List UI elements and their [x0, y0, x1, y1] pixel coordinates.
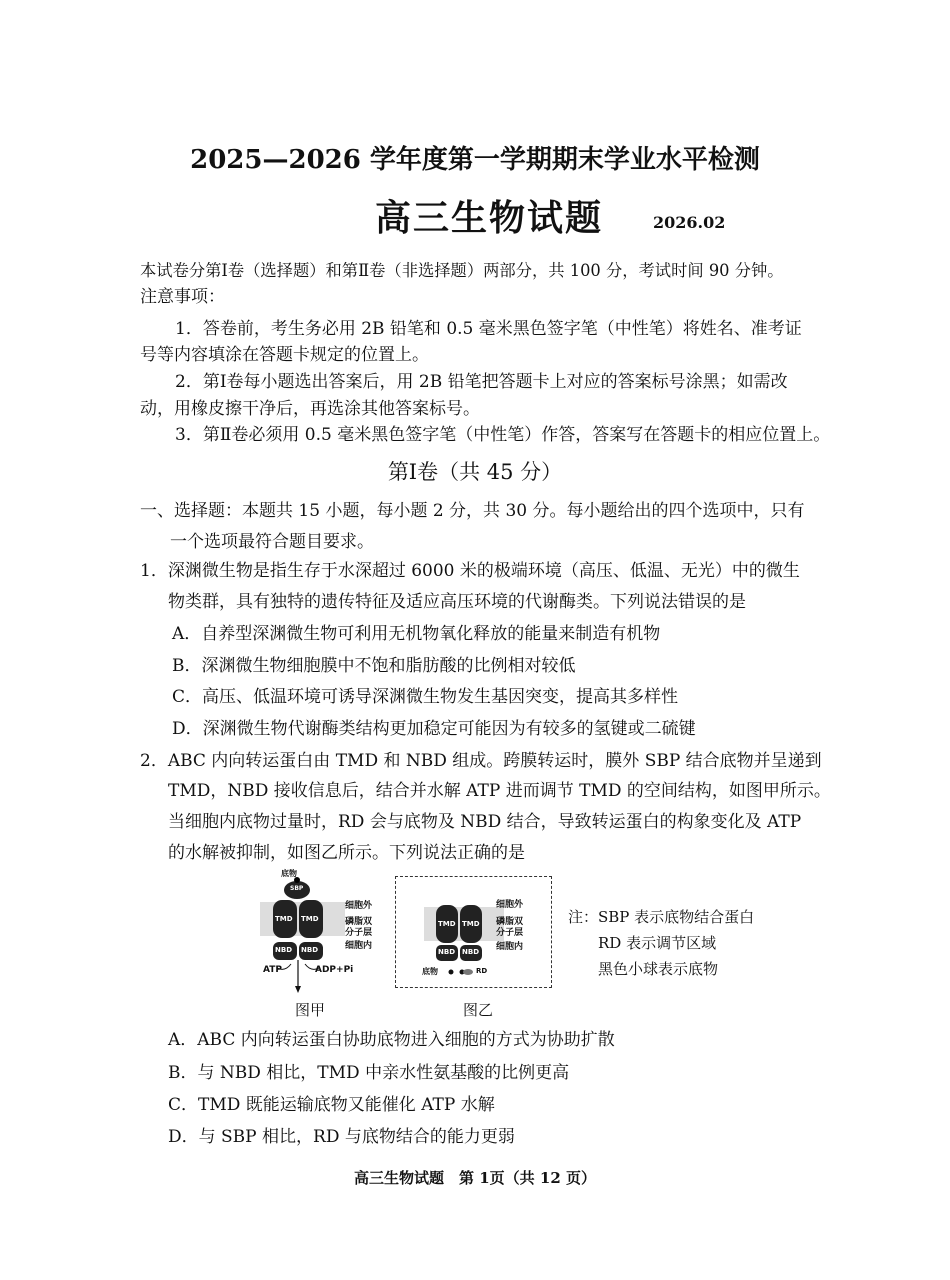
- jia-tmd-right-label: TMD: [301, 915, 319, 923]
- exam-date: 2026.02: [653, 213, 726, 232]
- notice-item-2-cont: 动，用橡皮擦干净后，再选涂其他答案标号。: [140, 399, 480, 419]
- jia-outside-label: 细胞外: [345, 901, 373, 911]
- question-1-stem: 1．深渊微生物是指生存于水深超过 6000 米的极端环境（高压、低温、无光）中的微生: [140, 561, 800, 581]
- question-1-option-c: C．高压、低温环境可诱导深渊微生物发生基因突变，提高其多样性: [172, 687, 679, 707]
- section-instructions-cont: 一个选项最符合题目要求。: [170, 532, 374, 552]
- page-footer: 高三生物试题 第 1页（共 12 页）: [354, 1169, 596, 1187]
- notice-title: 注意事项：: [140, 287, 225, 307]
- notice-item-1-cont: 号等内容填涂在答题卡规定的位置上。: [140, 345, 429, 365]
- yi-tmd-right-label: TMD: [462, 920, 480, 928]
- jia-inside-label: 细胞内: [345, 941, 373, 951]
- substrate-ball: [449, 970, 454, 975]
- exam-title: 2025—2026 学年度第一学期期末学业水平检测: [190, 145, 760, 175]
- question-2-stem-cont-3: 的水解被抑制，如图乙所示。下列说法正确的是: [168, 843, 525, 863]
- question-2-stem-cont-1: TMD，NBD 接收信息后，结合并水解 ATP 进而调节 TMD 的空间结构，如图甲所示。: [168, 781, 831, 801]
- question-2-option-a: A．ABC 内向转运蛋白协助底物进入细胞的方式为协助扩散: [168, 1030, 615, 1050]
- jia-adp-label: ADP+Pi: [315, 965, 354, 975]
- jia-substrate-label: 底物: [281, 869, 297, 878]
- question-2-stem-cont-2: 当细胞内底物过量时，RD 会与底物及 NBD 结合，导致转运蛋白的构象变化及 ATP: [168, 812, 802, 832]
- question-2-stem: 2．ABC 内向转运蛋白由 TMD 和 NBD 组成。跨膜转运时，膜外 SBP 结合底物并呈递到: [140, 751, 822, 771]
- yi-inside-label: 细胞内: [496, 942, 524, 952]
- question-1-option-b: B．深渊微生物细胞膜中不饱和脂肪酸的比例相对较低: [172, 656, 576, 676]
- figure-yi-diagram: [396, 877, 551, 987]
- jia-nbd-left-label: NBD: [275, 946, 293, 954]
- jia-bilayer-label-2: 分子层: [345, 928, 373, 938]
- question-2-option-c: C．TMD 既能运输底物又能催化 ATP 水解: [168, 1095, 495, 1115]
- jia-tmd-left-label: TMD: [275, 915, 293, 923]
- figure-yi-caption: 图乙: [463, 1001, 494, 1019]
- jia-atp-label: ATP: [263, 965, 283, 975]
- figure-note-1: 注：SBP 表示底物结合蛋白: [568, 908, 755, 926]
- intro-line: 本试卷分第Ⅰ卷（选择题）和第Ⅱ卷（非选择题）两部分，共 100 分，考试时间 90 分钟。: [140, 261, 784, 280]
- yi-nbd-right-label: NBD: [462, 948, 480, 956]
- yi-nbd-left-label: NBD: [438, 948, 456, 956]
- yi-bilayer-label-1: 磷脂双: [496, 917, 524, 927]
- yi-substrate-label: 底物: [422, 967, 438, 976]
- question-2-option-b: B．与 NBD 相比，TMD 中亲水性氨基酸的比例更高: [168, 1063, 570, 1083]
- figure-yi: [395, 876, 552, 988]
- question-1-option-d: D．深渊微生物代谢酶类结构更加稳定可能因为有较多的氢键或二硫键: [172, 719, 696, 739]
- subject-title: 高三生物试题: [375, 197, 604, 239]
- yi-tmd-left-label: TMD: [438, 920, 456, 928]
- yi-bilayer-label-2: 分子层: [496, 928, 524, 938]
- section-instructions: 一、选择题：本题共 15 小题，每小题 2 分，共 30 分。每小题给出的四个选项中，只有: [140, 501, 805, 521]
- question-1-stem-cont: 物类群，具有独特的遗传特征及适应高压环境的代谢酶类。下列说法错误的是: [168, 592, 746, 612]
- jia-bilayer-label-1: 磷脂双: [345, 917, 373, 927]
- figure-jia-caption: 图甲: [295, 1001, 326, 1019]
- question-2-option-d: D．与 SBP 相比，RD 与底物结合的能力更弱: [168, 1127, 515, 1147]
- jia-nbd-right-label: NBD: [301, 946, 319, 954]
- figure-note-3: 黑色小球表示底物: [598, 960, 719, 978]
- figure-note-2: RD 表示调节区域: [598, 934, 717, 952]
- yi-rd-label: RD: [476, 967, 488, 975]
- jia-sbp-label: SBP: [290, 885, 304, 892]
- section-title: 第Ⅰ卷（共 45 分）: [387, 460, 563, 484]
- notice-item-1: 1．答卷前，考生务必用 2B 铅笔和 0.5 毫米黑色签字笔（中性笔）将姓名、准考证: [175, 319, 802, 339]
- notice-item-2: 2．第Ⅰ卷每小题选出答案后，用 2B 铅笔把答题卡上对应的答案标号涂黑；如需改: [175, 372, 788, 392]
- arrow-head: [295, 986, 301, 993]
- notice-item-3: 3．第Ⅱ卷必须用 0.5 毫米黑色签字笔（中性笔）作答，答案写在答题卡的相应位置上。: [175, 425, 831, 445]
- figure-jia: [255, 868, 380, 998]
- yi-outside-label: 细胞外: [496, 900, 524, 910]
- question-1-option-a: A．自养型深渊微生物可利用无机物氧化释放的能量来制造有机物: [172, 624, 661, 644]
- rd-shape: [463, 969, 473, 975]
